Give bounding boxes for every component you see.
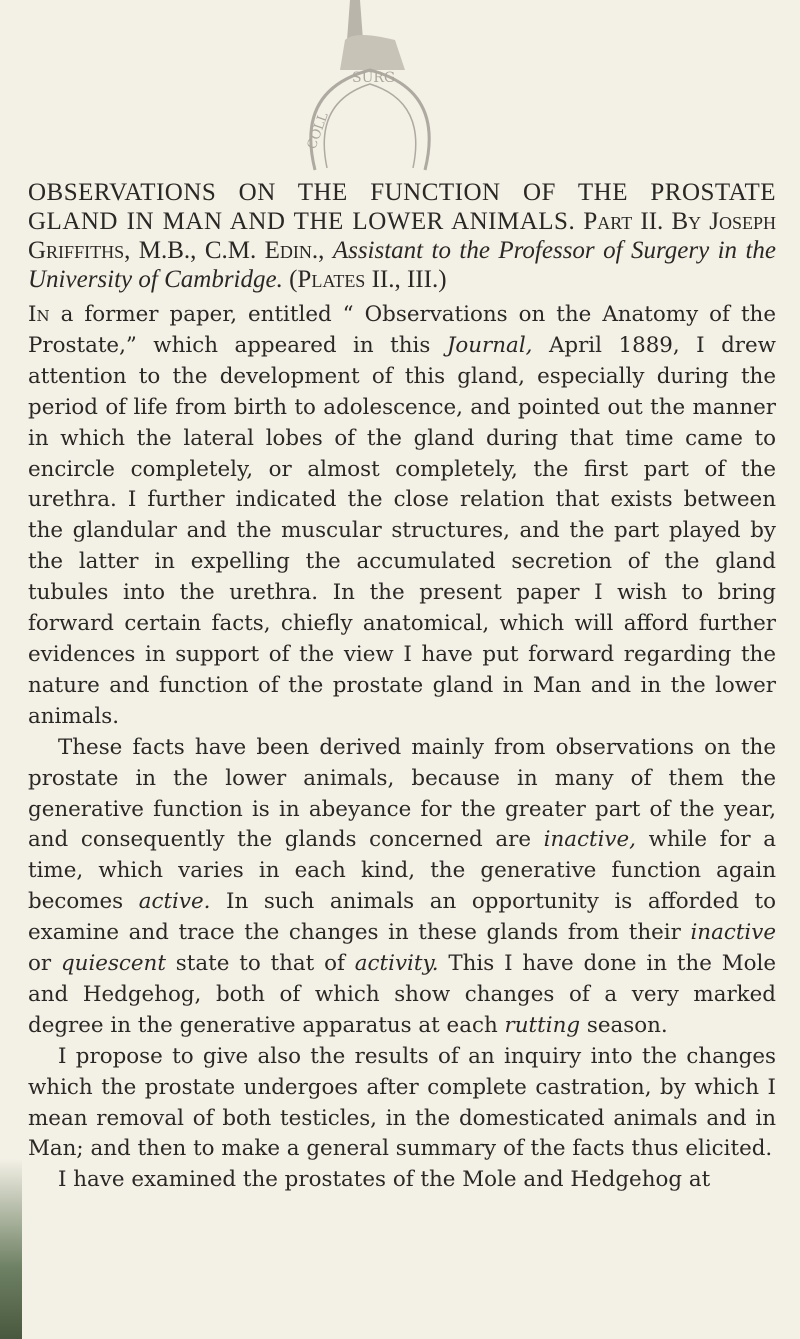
scan-edge-artifact [0, 1159, 22, 1339]
paragraph-3: I propose to give also the results of an inquiry into the changes which the prostate undergoes after complete castration, by which I mean removal of both testicles, in the domesticated animals and in Man; and then to make a general summary of the facts thus elicited. [28, 1043, 776, 1162]
svg-text:SURG: SURG [352, 70, 396, 86]
title-affiliation: Assistant to the Professor of Surgery in the University of Cambridge. [28, 237, 776, 293]
paragraph-4: I have examined the prostates of the Mole and Hedgehog at [58, 1167, 711, 1193]
article [28, 178, 776, 1196]
term-activity: activity. [354, 951, 439, 977]
paragraph-1-text-a: a former paper, entitled “ Observations on the Anatomy of the Prostate,” which appeared in this [28, 302, 776, 358]
svg-text:COLL: COLL [304, 110, 332, 152]
paragraph-1 [28, 300, 776, 733]
term-quiescent: quiescent [60, 951, 166, 977]
journal-name: Journal, [446, 332, 533, 358]
title-author: By Joseph Griffiths, M.B., C.M. Edin., [28, 208, 777, 264]
title-plates: (Plates II., III.) [289, 266, 447, 293]
article-title [28, 178, 776, 294]
paragraph-2-text-c: In such animals an opportunity is afforded to examine and trace the changes in these glands from their [28, 889, 776, 946]
paragraph-2 [28, 733, 776, 1042]
term-rutting: rutting [504, 1012, 581, 1038]
paragraph-2-text-f: season. [580, 1012, 668, 1038]
paragraph-2-text-d: state to that of [165, 951, 355, 977]
paragraph-1-text-b: April 1889, I drew attention to the development of this gland, especially during the period of life from birth to adolescence, and pointed out the manner in which the lateral lobes of the gland during that time came to encircle completely, or almost completely, the first part of the urethra. I further indicated the close relation that exists between the glandular and the muscular structures, and the part played by the latter in expelling the accumulated secretion of the gland tubules into the urethra. In the present paper I wish to bring forward certain facts, chiefly anatomical, which will afford further evidences in support of the view I have put forward regarding the nature and function of the prostate gland in Man and in the lower animals. [28, 332, 776, 729]
term-inactive-2: inactive [690, 920, 776, 946]
title-part: Part II. [583, 208, 664, 235]
paragraph-2-text-a: These facts have been derived mainly from observations on the prostate in the lower animals, because in many of them the generative function is in abeyance for the greater part of the year, and consequently the glands concerned are [28, 734, 776, 853]
paragraph-2-text-e: This I have done in the Mole and Hedgehog, both of which show changes of a very marked degree in the generative apparatus at each [28, 951, 777, 1038]
paragraph-2-text-b: while for a time, which varies in each kind, the generative function again becomes [28, 827, 777, 915]
paragraph-2-or: or [28, 951, 61, 977]
title-main: OBSERVATIONS ON THE FUNCTION OF THE PROSTATE GLAND IN MAN AND THE LOWER ANIMALS. [28, 179, 776, 235]
paragraph-1-lead: In [28, 302, 50, 327]
term-active: active. [138, 889, 211, 915]
term-inactive: inactive, [543, 827, 636, 853]
